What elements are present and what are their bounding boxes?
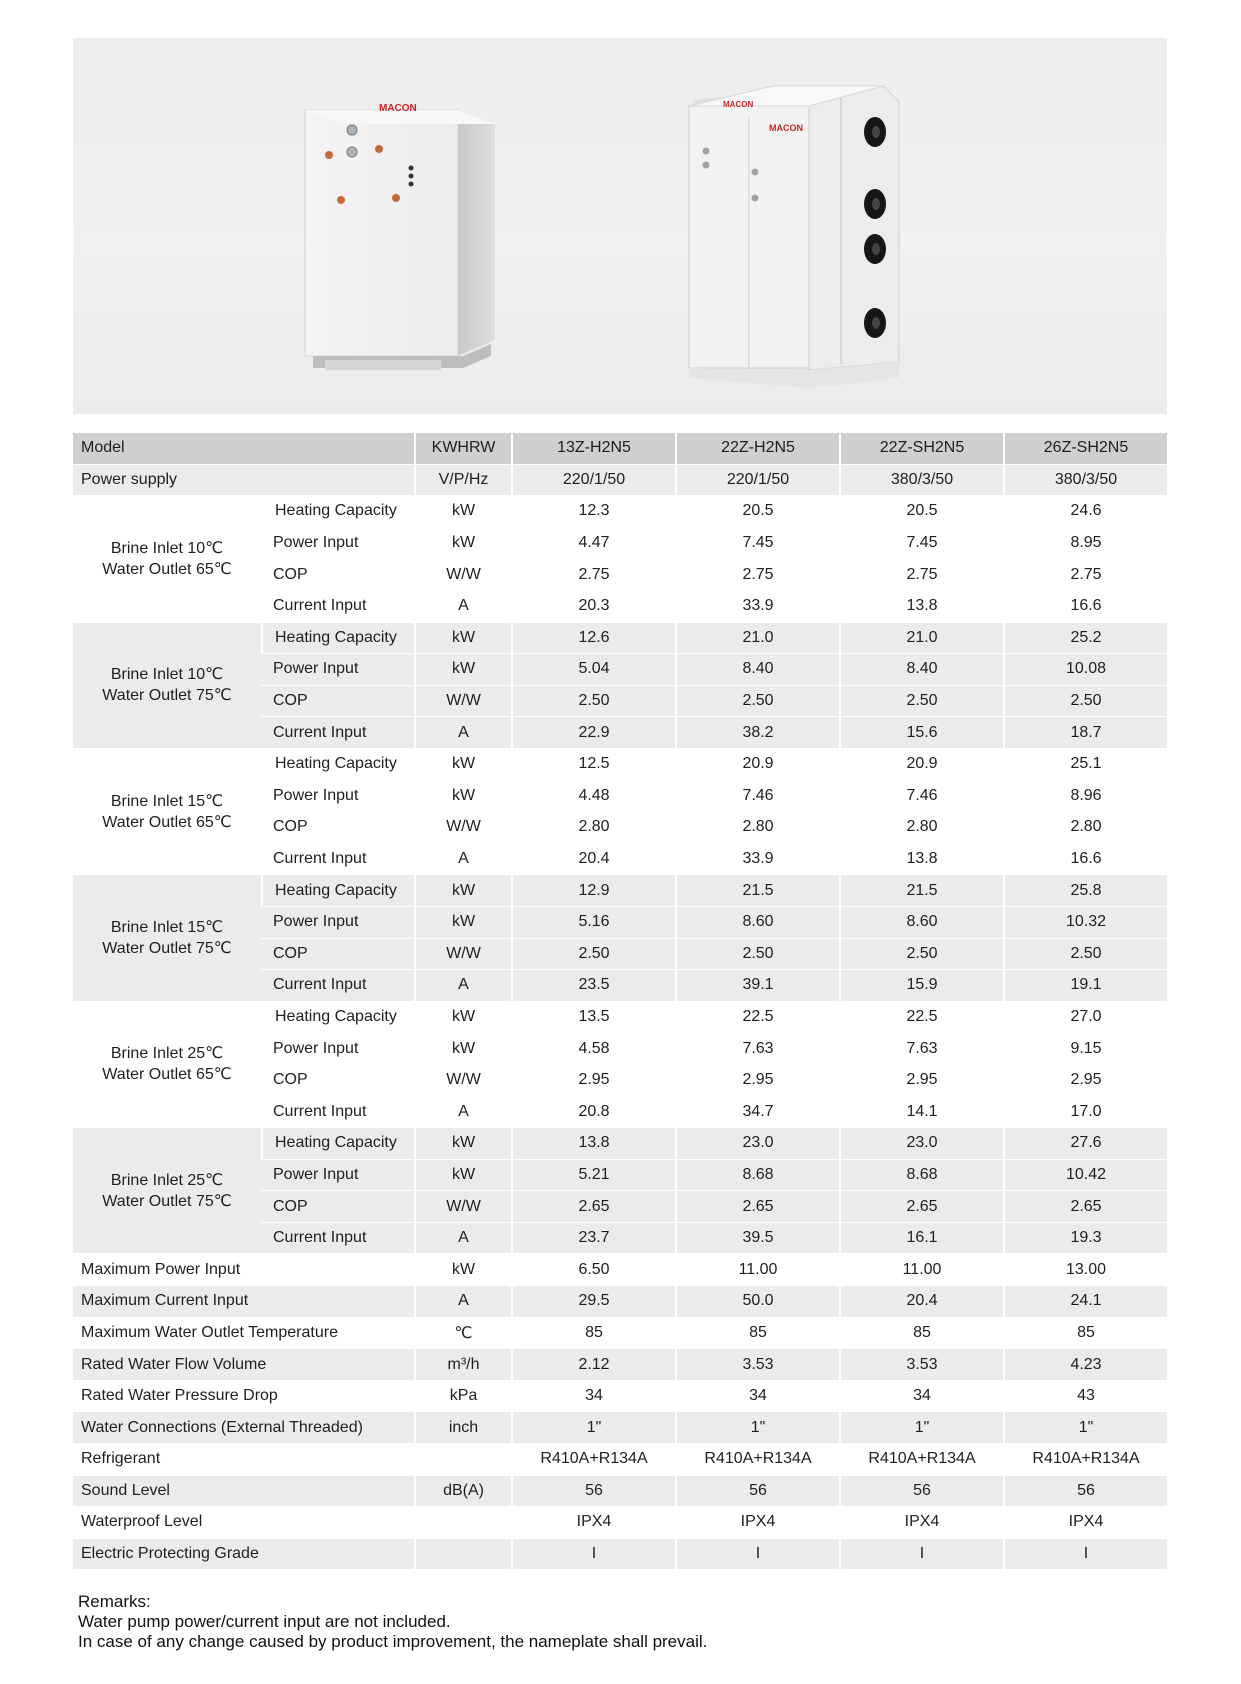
spec-value: 13.8 (839, 844, 1003, 876)
table-row (73, 1286, 1167, 1318)
parameter-name: Power Input (261, 1160, 414, 1192)
parameter-name: Current Input (261, 1223, 414, 1255)
spec-label: Rated Water Flow Volume (73, 1349, 414, 1381)
power-supply-row (73, 465, 1167, 497)
spec-value: 1" (1003, 1412, 1167, 1444)
power-supply-label: Power supply (73, 465, 414, 497)
parameter-unit: kW (414, 781, 511, 813)
condition-brine-inlet: Brine Inlet 25℃ (110, 1045, 224, 1063)
table-row (73, 1318, 1167, 1350)
spec-value: 1" (511, 1412, 675, 1444)
spec-value: 3.53 (675, 1349, 839, 1381)
spec-value: 56 (511, 1476, 675, 1508)
spec-value: 24.1 (1003, 1286, 1167, 1318)
spec-value: 12.6 (511, 623, 675, 655)
spec-value: 25.2 (1003, 623, 1167, 655)
model-name: 22Z-H2N5 (675, 433, 839, 465)
parameter-unit: W/W (414, 686, 511, 718)
table-header-row (73, 433, 1167, 465)
spec-value: I (1003, 1539, 1167, 1571)
spec-value: 2.50 (511, 686, 675, 718)
spec-value: 2.50 (675, 939, 839, 971)
spec-value: 1" (839, 1412, 1003, 1444)
spec-value: 4.47 (511, 528, 675, 560)
condition-water-outlet: Water Outlet 75℃ (102, 940, 232, 957)
spec-value: 5.21 (511, 1160, 675, 1192)
parameter-name: Heating Capacity (261, 1128, 414, 1160)
parameter-name: Power Input (261, 528, 414, 560)
remarks-line: In case of any change caused by product improvement, the nameplate shall prevail. (78, 1632, 708, 1651)
spec-label: Waterproof Level (73, 1507, 414, 1539)
spec-value: 12.3 (511, 496, 675, 528)
spec-value: 2.75 (675, 559, 839, 591)
model-unit: KWHRW (414, 433, 511, 465)
parameter-unit: A (414, 970, 511, 1002)
spec-value: 39.5 (675, 1223, 839, 1255)
spec-value: 2.80 (839, 812, 1003, 844)
parameter-name: COP (261, 1191, 414, 1223)
spec-value: 56 (839, 1476, 1003, 1508)
condition-label (73, 1002, 261, 1128)
spec-value: 10.32 (1003, 907, 1167, 939)
parameter-name: Power Input (261, 1033, 414, 1065)
spec-value: 21.5 (839, 875, 1003, 907)
table-row (73, 875, 1167, 907)
spec-value: 20.4 (511, 844, 675, 876)
spec-value: 8.60 (675, 907, 839, 939)
spec-value: 11.00 (675, 1254, 839, 1286)
spec-value: R410A+R134A (675, 1444, 839, 1476)
spec-value: 2.95 (839, 1065, 1003, 1097)
condition-brine-inlet: Brine Inlet 25℃ (110, 1171, 224, 1189)
condition-water-outlet: Water Outlet 65℃ (102, 560, 232, 578)
parameter-name: Current Input (261, 591, 414, 623)
spec-unit (414, 1539, 511, 1571)
spec-value: 8.95 (1003, 528, 1167, 560)
spec-value: 34 (839, 1381, 1003, 1413)
table-row (73, 1539, 1167, 1571)
spec-value: 56 (675, 1476, 839, 1508)
parameter-name: Heating Capacity (261, 496, 414, 528)
spec-value: 3.53 (839, 1349, 1003, 1381)
table-row (73, 1476, 1167, 1508)
spec-value: 7.63 (675, 1033, 839, 1065)
spec-value: I (511, 1539, 675, 1571)
model-name: 26Z-SH2N5 (1003, 433, 1167, 465)
spec-value: 24.6 (1003, 496, 1167, 528)
parameter-unit: W/W (414, 812, 511, 844)
spec-value: 38.2 (675, 717, 839, 749)
spec-value: 25.8 (1003, 875, 1167, 907)
power-supply-value: 220/1/50 (511, 465, 675, 497)
spec-value: 20.3 (511, 591, 675, 623)
spec-value: 29.5 (511, 1286, 675, 1318)
spec-value: 12.5 (511, 749, 675, 781)
parameter-unit: A (414, 844, 511, 876)
spec-value: 20.5 (839, 496, 1003, 528)
spec-value: 7.45 (839, 528, 1003, 560)
spec-value: 85 (1003, 1318, 1167, 1350)
spec-table-body (73, 433, 1167, 1570)
spec-value: 13.8 (511, 1128, 675, 1160)
parameter-name: Current Input (261, 970, 414, 1002)
spec-value: IPX4 (1003, 1507, 1167, 1539)
spec-value: 4.23 (1003, 1349, 1167, 1381)
spec-value: 85 (675, 1318, 839, 1350)
spec-value: 8.60 (839, 907, 1003, 939)
spec-value: R410A+R134A (511, 1444, 675, 1476)
condition-brine-inlet: Brine Inlet 15℃ (110, 792, 224, 810)
spec-value: R410A+R134A (1003, 1444, 1167, 1476)
spec-value: 21.0 (675, 623, 839, 655)
spec-value: 11.00 (839, 1254, 1003, 1286)
condition-label (73, 1128, 261, 1254)
brand-logo: MACON (769, 123, 803, 133)
spec-value: 2.65 (511, 1191, 675, 1223)
parameter-name: Heating Capacity (261, 623, 414, 655)
spec-value: 2.50 (1003, 686, 1167, 718)
spec-value: IPX4 (839, 1507, 1003, 1539)
spec-value: 8.40 (839, 654, 1003, 686)
remarks-line: Water pump power/current input are not included. (78, 1612, 451, 1631)
parameter-unit: A (414, 717, 511, 749)
spec-label: Sound Level (73, 1476, 414, 1508)
spec-value: 7.45 (675, 528, 839, 560)
condition-water-outlet: Water Outlet 65℃ (102, 1066, 232, 1084)
spec-value: 23.5 (511, 970, 675, 1002)
parameter-name: Current Input (261, 717, 414, 749)
spec-value: 16.6 (1003, 591, 1167, 623)
spec-value: 25.1 (1003, 749, 1167, 781)
spec-value: IPX4 (675, 1507, 839, 1539)
parameter-unit: A (414, 1096, 511, 1128)
spec-value: 16.6 (1003, 844, 1167, 876)
spec-value: I (675, 1539, 839, 1571)
spec-value: 21.0 (839, 623, 1003, 655)
parameter-name: Power Input (261, 654, 414, 686)
parameter-unit: kW (414, 1128, 511, 1160)
power-supply-value: 380/3/50 (1003, 465, 1167, 497)
spec-value: 18.7 (1003, 717, 1167, 749)
parameter-name: Heating Capacity (261, 749, 414, 781)
spec-value: 2.50 (1003, 939, 1167, 971)
spec-value: 85 (839, 1318, 1003, 1350)
parameter-unit: W/W (414, 1065, 511, 1097)
spec-value: 5.16 (511, 907, 675, 939)
table-row (73, 1381, 1167, 1413)
condition-water-outlet: Water Outlet 75℃ (102, 1192, 232, 1210)
parameter-unit: kW (414, 875, 511, 907)
spec-value: 2.75 (511, 559, 675, 591)
spec-value: 15.9 (839, 970, 1003, 1002)
heat-pump-unit-small (305, 103, 495, 370)
spec-value: 2.12 (511, 1349, 675, 1381)
spec-value: 8.40 (675, 654, 839, 686)
spec-value: 9.15 (1003, 1033, 1167, 1065)
spec-value: 2.80 (675, 812, 839, 844)
spec-label: Maximum Water Outlet Temperature (73, 1318, 414, 1350)
spec-value: 10.08 (1003, 654, 1167, 686)
condition-water-outlet: Water Outlet 75℃ (102, 687, 232, 705)
spec-value: 85 (511, 1318, 675, 1350)
spec-value: 8.68 (839, 1160, 1003, 1192)
spec-value: 19.3 (1003, 1223, 1167, 1255)
parameter-name: Power Input (261, 781, 414, 813)
parameter-name: COP (261, 939, 414, 971)
spec-label: Maximum Current Input (73, 1286, 414, 1318)
spec-value: 50.0 (675, 1286, 839, 1318)
table-row (73, 1002, 1167, 1034)
parameter-unit: kW (414, 654, 511, 686)
heat-pump-unit-large (689, 86, 899, 388)
spec-value: 2.95 (511, 1065, 675, 1097)
spec-value: 2.95 (675, 1065, 839, 1097)
spec-value: 2.80 (1003, 812, 1167, 844)
parameter-unit: kW (414, 496, 511, 528)
spec-value: 13.00 (1003, 1254, 1167, 1286)
spec-value: 7.63 (839, 1033, 1003, 1065)
spec-value: 2.50 (675, 686, 839, 718)
parameter-name: Current Input (261, 1096, 414, 1128)
parameter-unit: kW (414, 1160, 511, 1192)
spec-value: 20.9 (839, 749, 1003, 781)
parameter-unit: W/W (414, 1191, 511, 1223)
condition-label (73, 749, 261, 875)
product-photo-area (73, 38, 1167, 414)
spec-unit (414, 1507, 511, 1539)
parameter-unit: kW (414, 907, 511, 939)
spec-value: 39.1 (675, 970, 839, 1002)
table-row (73, 496, 1167, 528)
spec-value: 13.8 (839, 591, 1003, 623)
spec-value: 56 (1003, 1476, 1167, 1508)
parameter-name: COP (261, 559, 414, 591)
model-name: 13Z-H2N5 (511, 433, 675, 465)
spec-value: 2.65 (839, 1191, 1003, 1223)
spec-value: 22.5 (675, 1002, 839, 1034)
spec-value: 34.7 (675, 1096, 839, 1128)
parameter-unit: kW (414, 749, 511, 781)
spec-value: 1" (675, 1412, 839, 1444)
spec-value: 19.1 (1003, 970, 1167, 1002)
spec-label: Water Connections (External Threaded) (73, 1412, 414, 1444)
table-row (73, 1349, 1167, 1381)
condition-label (73, 875, 261, 1001)
table-row (73, 1507, 1167, 1539)
spec-value: 2.80 (511, 812, 675, 844)
spec-value: 34 (511, 1381, 675, 1413)
spec-unit: A (414, 1286, 511, 1318)
spec-unit: dB(A) (414, 1476, 511, 1508)
parameter-unit: W/W (414, 559, 511, 591)
spec-value: 4.48 (511, 781, 675, 813)
parameter-name: Heating Capacity (261, 1002, 414, 1034)
parameter-name: COP (261, 812, 414, 844)
table-row (73, 623, 1167, 655)
spec-label: Electric Protecting Grade (73, 1539, 414, 1571)
parameter-unit: kW (414, 1002, 511, 1034)
spec-unit: ℃ (414, 1318, 511, 1350)
parameter-name: COP (261, 1065, 414, 1097)
condition-brine-inlet: Brine Inlet 15℃ (110, 919, 224, 936)
remarks-title: Remarks: (78, 1592, 151, 1611)
parameter-unit: A (414, 591, 511, 623)
spec-value: 43 (1003, 1381, 1167, 1413)
spec-value: 17.0 (1003, 1096, 1167, 1128)
spec-value: 15.6 (839, 717, 1003, 749)
spec-value: 7.46 (839, 781, 1003, 813)
spec-value: 27.6 (1003, 1128, 1167, 1160)
spec-value: 2.50 (839, 939, 1003, 971)
parameter-unit: kW (414, 528, 511, 560)
condition-brine-inlet: Brine Inlet 10℃ (110, 666, 224, 684)
spec-unit: kPa (414, 1381, 511, 1413)
parameter-name: Current Input (261, 844, 414, 876)
spec-value: 4.58 (511, 1033, 675, 1065)
spec-value: 8.96 (1003, 781, 1167, 813)
spec-value: 23.7 (511, 1223, 675, 1255)
spec-value: 33.9 (675, 591, 839, 623)
parameter-unit: A (414, 1223, 511, 1255)
condition-water-outlet: Water Outlet 65℃ (102, 813, 232, 831)
spec-value: 14.1 (839, 1096, 1003, 1128)
spec-value: 23.0 (839, 1128, 1003, 1160)
spec-value: 2.50 (839, 686, 1003, 718)
parameter-name: Heating Capacity (261, 875, 414, 907)
spec-value: I (839, 1539, 1003, 1571)
spec-value: 10.42 (1003, 1160, 1167, 1192)
remarks (78, 1592, 707, 1652)
spec-value: 12.9 (511, 875, 675, 907)
spec-value: 20.5 (675, 496, 839, 528)
spec-value: 23.0 (675, 1128, 839, 1160)
power-supply-value: 380/3/50 (839, 465, 1003, 497)
power-supply-value: 220/1/50 (675, 465, 839, 497)
parameter-unit: kW (414, 1033, 511, 1065)
spec-value: 20.4 (839, 1286, 1003, 1318)
spec-value: 5.04 (511, 654, 675, 686)
model-name: 22Z-SH2N5 (839, 433, 1003, 465)
spec-value: 27.0 (1003, 1002, 1167, 1034)
spec-value: 22.9 (511, 717, 675, 749)
spec-label: Refrigerant (73, 1444, 414, 1476)
spec-value: 20.9 (675, 749, 839, 781)
brand-logo: MACON (723, 100, 754, 109)
spec-value: 21.5 (675, 875, 839, 907)
spec-value: 33.9 (675, 844, 839, 876)
spec-value: 13.5 (511, 1002, 675, 1034)
spec-value: 20.8 (511, 1096, 675, 1128)
product-images (73, 38, 1167, 414)
power-supply-unit: V/P/Hz (414, 465, 511, 497)
spec-unit: m³/h (414, 1349, 511, 1381)
parameter-unit: kW (414, 623, 511, 655)
spec-value: IPX4 (511, 1507, 675, 1539)
table-row (73, 1412, 1167, 1444)
table-row (73, 1444, 1167, 1476)
spec-value: 2.65 (675, 1191, 839, 1223)
brand-logo: MACON (379, 103, 417, 114)
spec-value: 7.46 (675, 781, 839, 813)
table-row (73, 749, 1167, 781)
table-row (73, 1128, 1167, 1160)
condition-label (73, 496, 261, 622)
spec-unit: inch (414, 1412, 511, 1444)
spec-value: 34 (675, 1381, 839, 1413)
spec-value: 2.95 (1003, 1065, 1167, 1097)
spec-table (73, 433, 1167, 1570)
spec-value: 6.50 (511, 1254, 675, 1286)
parameter-unit: W/W (414, 939, 511, 971)
spec-value: 16.1 (839, 1223, 1003, 1255)
spec-value: 2.65 (1003, 1191, 1167, 1223)
spec-label: Maximum Power Input (73, 1254, 414, 1286)
condition-label (73, 623, 261, 749)
spec-unit (414, 1444, 511, 1476)
spec-value: 22.5 (839, 1002, 1003, 1034)
spec-value: 8.68 (675, 1160, 839, 1192)
parameter-name: Power Input (261, 907, 414, 939)
spec-value: 2.50 (511, 939, 675, 971)
spec-value: 2.75 (1003, 559, 1167, 591)
spec-unit: kW (414, 1254, 511, 1286)
spec-value: R410A+R134A (839, 1444, 1003, 1476)
parameter-name: COP (261, 686, 414, 718)
table-row (73, 1254, 1167, 1286)
model-label: Model (73, 433, 414, 465)
spec-label: Rated Water Pressure Drop (73, 1381, 414, 1413)
condition-brine-inlet: Brine Inlet 10℃ (110, 539, 224, 557)
spec-value: 2.75 (839, 559, 1003, 591)
